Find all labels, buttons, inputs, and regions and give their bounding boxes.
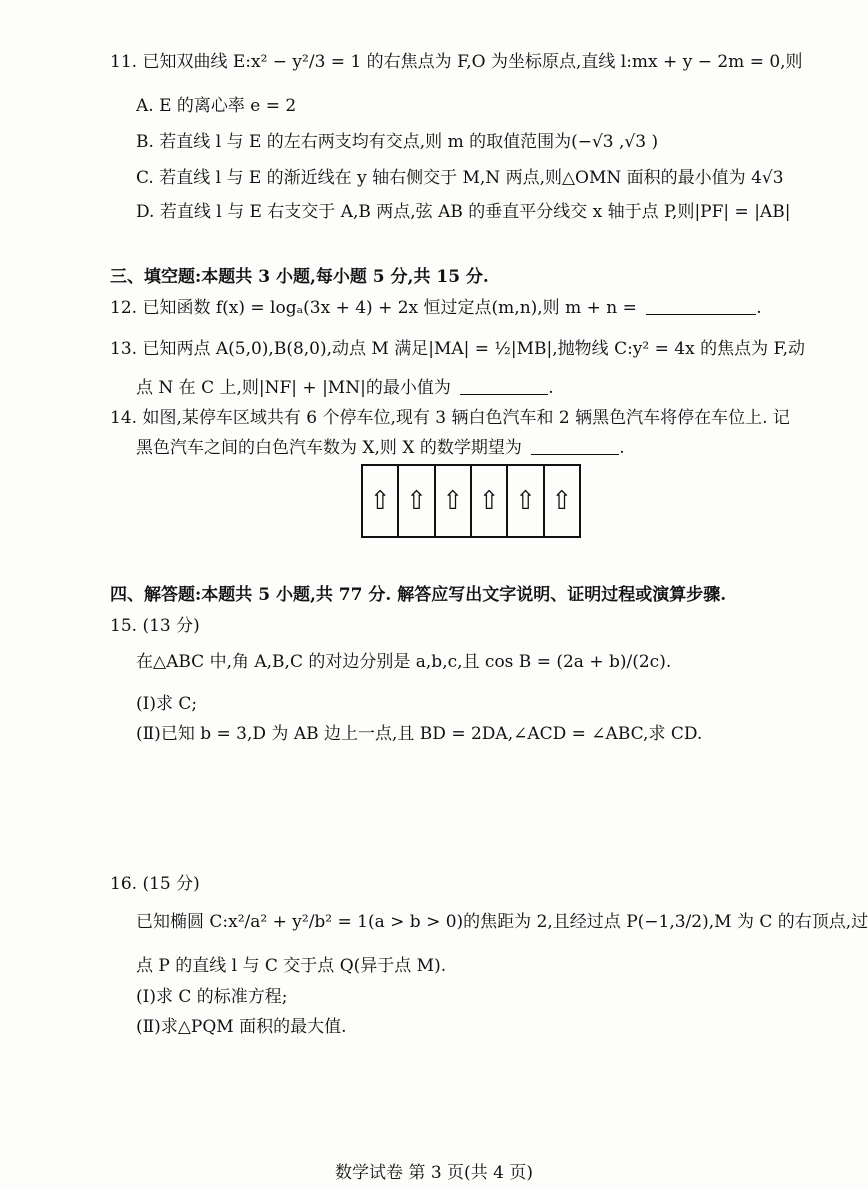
question-15-part-1: (Ⅰ)求 C;	[136, 694, 198, 714]
question-15-heading: 15. (13 分)	[110, 616, 200, 636]
answer-blank-14	[531, 436, 619, 455]
question-11-option-d: D. 若直线 l 与 E 右支交于 A,B 两点,弦 AB 的垂直平分线交 x 轴于点 P,则|PF| = |AB|	[136, 202, 791, 222]
up-arrow-icon: ⇧	[405, 486, 428, 516]
question-16-heading: 16. (15 分)	[110, 874, 200, 894]
answer-blank-13	[460, 376, 548, 395]
question-11-option-b: B. 若直线 l 与 E 的左右两支均有交点,则 m 的取值范围为(−√3 ,√3 )	[136, 132, 659, 152]
parking-slot	[508, 466, 544, 536]
parking-slot	[545, 466, 579, 536]
question-11-option-a: A. E 的离心率 e = 2	[136, 96, 297, 116]
question-15-stem: 在△ABC 中,角 A,B,C 的对边分别是 a,b,c,且 cos B = (2a + b)/(2c).	[136, 652, 672, 672]
parking-lot-figure	[361, 464, 581, 538]
section-3-heading: 三、填空题:本题共 3 小题,每小题 5 分,共 15 分.	[110, 267, 489, 287]
question-15-part-2: (Ⅱ)已知 b = 3,D 为 AB 边上一点,且 BD = 2DA,∠ACD = ∠ABC,求 CD.	[136, 724, 703, 744]
question-16-part-1: (Ⅰ)求 C 的标准方程;	[136, 987, 288, 1007]
question-12: 12. 已知函数 f(x) = logₐ(3x + 4) + 2x 恒过定点(m,n),则 m + n = .	[110, 298, 762, 318]
question-14-text: 黑色汽车之间的白色汽车数为 X,则 X 的数学期望为	[136, 438, 522, 458]
question-16-part-2: (Ⅱ)求△PQM 面积的最大值.	[136, 1017, 347, 1037]
section-4-heading: 四、解答题:本题共 5 小题,共 77 分. 解答应写出文字说明、证明过程或演算步骤.	[110, 585, 727, 605]
question-16-stem-2: 点 P 的直线 l 与 C 交于点 Q(异于点 M).	[136, 956, 447, 976]
question-14-line-2: 黑色汽车之间的白色汽车数为 X,则 X 的数学期望为 .	[136, 438, 625, 458]
question-13-text: 点 N 在 C 上,则|NF| + |MN|的最小值为	[136, 378, 451, 398]
question-11-option-c: C. 若直线 l 与 E 的渐近线在 y 轴右侧交于 M,N 两点,则△OMN 面积的最小值为 4√3	[136, 168, 784, 188]
page-footer: 数学试卷 第 3 页(共 4 页)	[335, 1163, 533, 1183]
question-11-stem: 11. 已知双曲线 E:x² − y²/3 = 1 的右焦点为 F,O 为坐标原点,直线 l:mx + y − 2m = 0,则	[110, 52, 803, 72]
question-12-text: 12. 已知函数 f(x) = logₐ(3x + 4) + 2x 恒过定点(m,n),则 m + n =	[110, 298, 637, 318]
parking-slot	[399, 466, 435, 536]
question-16-stem-1: 已知椭圆 C:x²/a² + y²/b² = 1(a > b > 0)的焦距为 2,且经过点 P(−1,3/2),M 为 C 的右顶点,过	[136, 912, 868, 932]
question-14-line-1: 14. 如图,某停车区域共有 6 个停车位,现有 3 辆白色汽车和 2 辆黑色汽车将停在车位上. 记	[110, 408, 790, 428]
up-arrow-icon: ⇧	[478, 486, 501, 516]
answer-blank-12	[646, 296, 756, 315]
question-13-line-2: 点 N 在 C 上,则|NF| + |MN|的最小值为 .	[136, 378, 554, 398]
up-arrow-icon: ⇧	[514, 486, 537, 516]
parking-slot	[472, 466, 508, 536]
parking-slot	[436, 466, 472, 536]
parking-slot	[363, 466, 399, 536]
question-13-line-1: 13. 已知两点 A(5,0),B(8,0),动点 M 满足|MA| = ½|MB|,抛物线 C:y² = 4x 的焦点为 F,动	[110, 339, 806, 359]
up-arrow-icon: ⇧	[441, 486, 464, 516]
up-arrow-icon: ⇧	[369, 486, 392, 516]
up-arrow-icon: ⇧	[550, 486, 573, 516]
